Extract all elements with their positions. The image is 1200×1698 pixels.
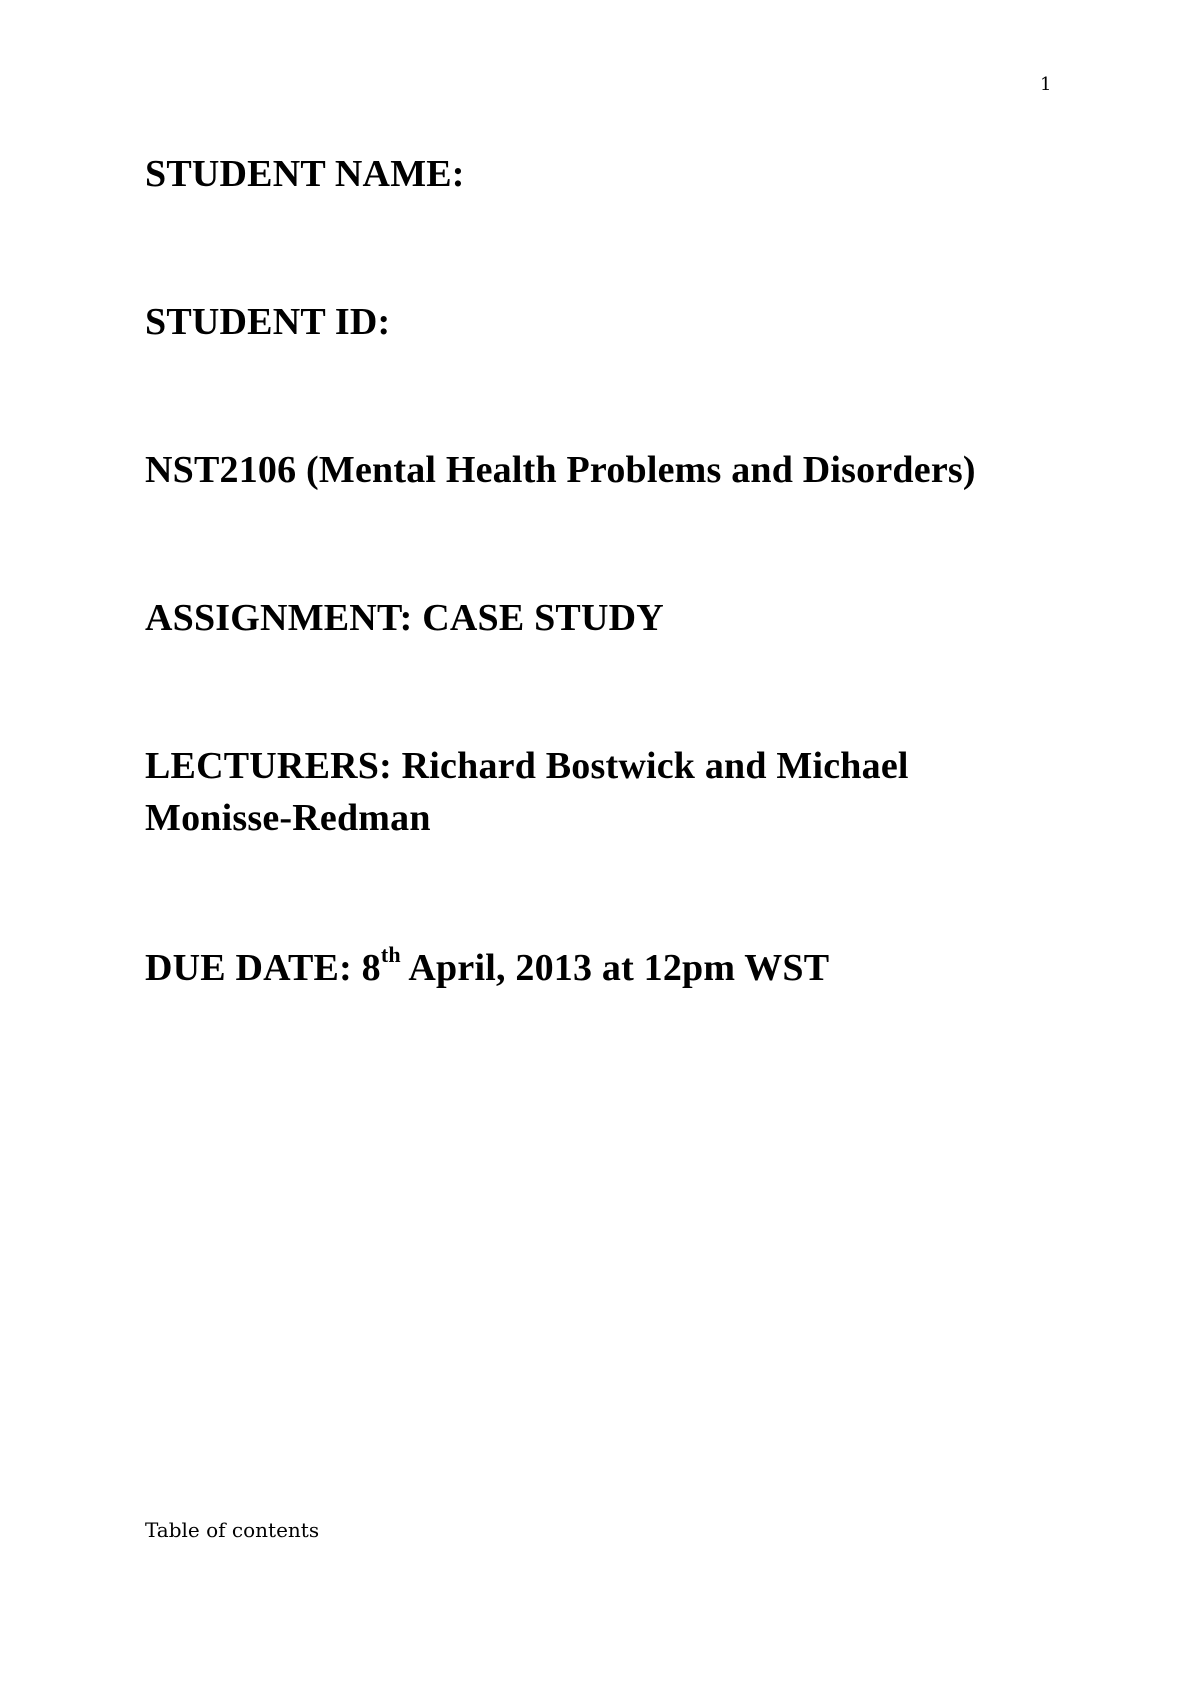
- assignment-title: ASSIGNMENT: CASE STUDY: [145, 597, 664, 639]
- due-date-ordinal-suffix: th: [380, 942, 401, 968]
- due-date: [145, 942, 1065, 994]
- course-title: NST2106 (Mental Health Problems and Disorders): [145, 449, 976, 491]
- page-number: 1: [1040, 74, 1052, 95]
- lecturers-block: [145, 740, 1065, 844]
- due-date-suffix: April, 2013 at 12pm WST: [400, 947, 830, 989]
- table-of-contents-heading: Table of contents: [145, 1518, 320, 1542]
- student-id-label: STUDENT ID:: [145, 301, 391, 343]
- student-name-label: STUDENT NAME:: [145, 153, 465, 195]
- lecturers-line-2: Monisse-Redman: [145, 797, 431, 839]
- due-date-prefix: DUE DATE: 8: [145, 947, 381, 989]
- lecturers-line-1: LECTURERS: Richard Bostwick and Michael: [145, 745, 909, 787]
